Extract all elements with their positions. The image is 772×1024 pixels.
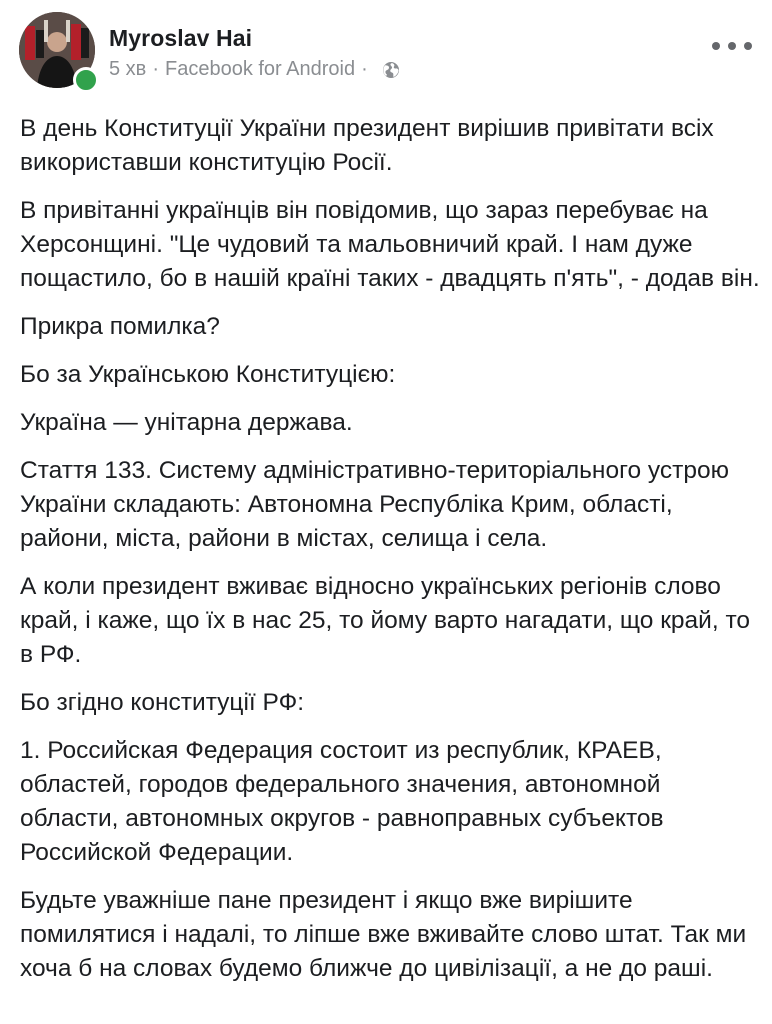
post-paragraph: В день Конституції України президент вирішив привітати всіх використавши конституцію Росії. bbox=[20, 115, 714, 176]
post-source: Facebook for Android bbox=[164, 58, 356, 80]
post-meta bbox=[109, 58, 400, 81]
meta-separator-2: · bbox=[361, 58, 368, 80]
more-options-button[interactable] bbox=[712, 34, 752, 58]
post-paragraph: Україна — унітарна держава. bbox=[20, 409, 353, 436]
post-paragraph: 1. Российская Федерация состоит из республик, КРАЕВ, областей, городов федерального значения, автономной области, автономных округов - равноправных субъектов Российской Федерации. bbox=[20, 737, 664, 866]
author-name[interactable]: Myroslav Hai bbox=[109, 25, 253, 51]
more-horizontal-icon bbox=[712, 42, 720, 50]
post-paragraph: Бо згідно конституції РФ: bbox=[20, 689, 305, 716]
post-paragraph: В привітанні українців він повідомив, що зараз перебуває на Херсонщині. "Це чудовий та мальовничий край. І нам дуже пощастило, бо в нашій країні таких - двадцять п'ять", - додав він. bbox=[20, 197, 760, 292]
post-paragraph: Бо за Українською Конституцією: bbox=[20, 361, 396, 388]
post-paragraph: Стаття 133. Систему адміністративно-територіального устрою України складають: Автономна Республіка Крим, області, райони, міста, райони в містах, селища і села. bbox=[20, 457, 729, 552]
post-paragraph: Будьте уважніше пане президент і якщо вже вирішите помилятися і надалі, то ліпше вже вживайте слово штат. Так ми хоча б на словах будемо ближче до цивілізації, а не до раші. bbox=[20, 887, 747, 982]
meta-separator: · bbox=[152, 58, 159, 80]
post-header bbox=[0, 0, 772, 100]
more-horizontal-icon bbox=[728, 42, 736, 50]
post-body bbox=[20, 112, 760, 1000]
avatar-container[interactable] bbox=[19, 12, 95, 88]
post-paragraph: А коли президент вживає відносно українських регіонів слово край, і каже, що їх в нас 25, то йому варто нагадати, що край, то в РФ. bbox=[20, 573, 751, 668]
more-horizontal-icon bbox=[744, 42, 752, 50]
post-paragraph: Прикра помилка? bbox=[20, 313, 220, 340]
post-time[interactable]: 5 хв bbox=[109, 58, 147, 80]
online-status-dot bbox=[73, 67, 99, 93]
globe-icon bbox=[382, 61, 400, 79]
